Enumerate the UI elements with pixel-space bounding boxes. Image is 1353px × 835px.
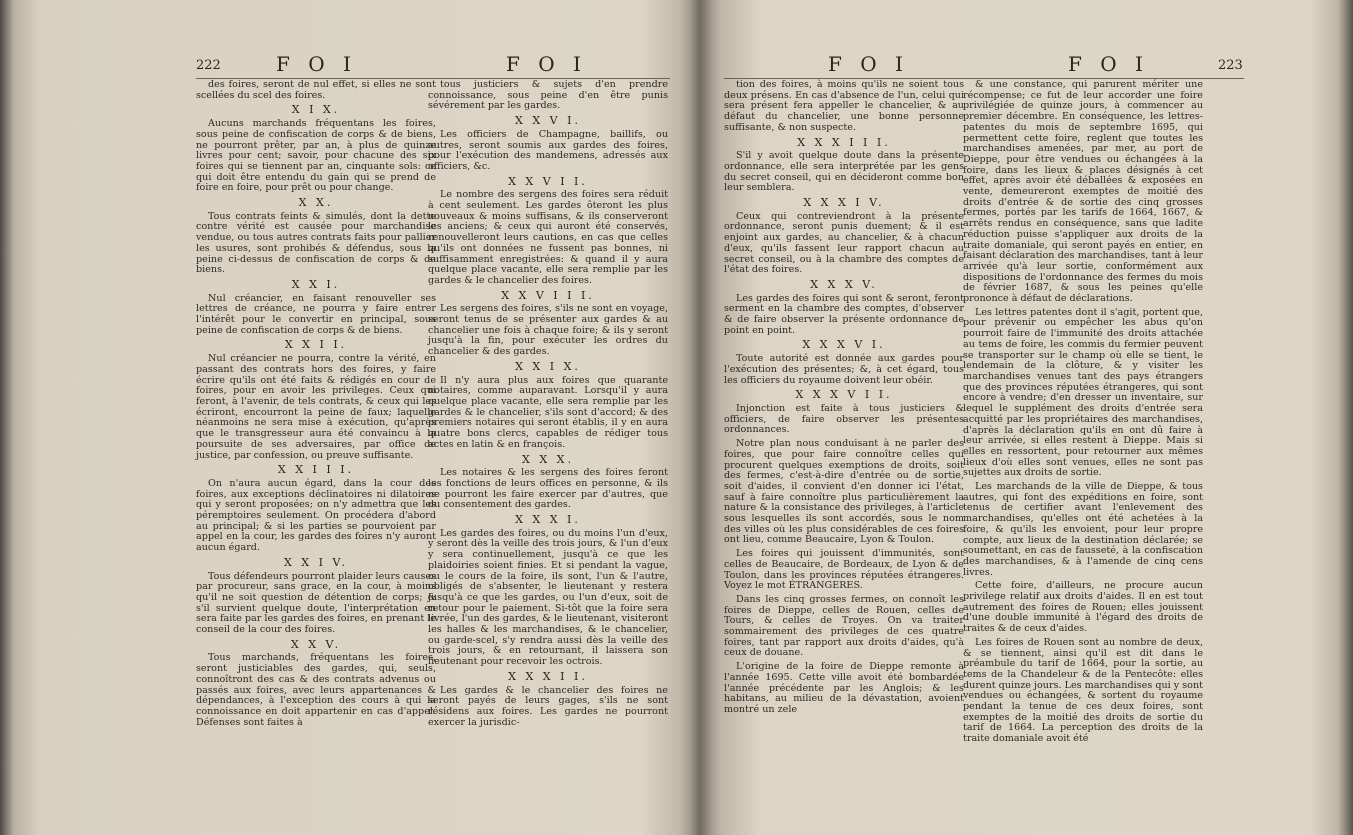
paragraph: Tous contrats feints & simulés, dont la dette contre vérité est causée pour marchandise vendue, ou tous autres contrats faits pour pallier les usures, sont prohibés & défendus, sous la peine ci-dessus de confiscation de corps & de biens. [196, 210, 436, 276]
paragraph: tion des foires, à moins qu'ils ne soient tous deux présens. En cas d'absence de l'un, celui qui sera présent fera appeller le chancelier, & au défaut du chancelier, une bonne personne suffisante, & non suspecte. [724, 79, 964, 133]
text-column [724, 80, 964, 719]
paragraph: Tous marchands, fréquentans les foires, seront justiciables des gardes, qui, seuls, connoîtront des cas & des contrats advenus ou passés aux foires, avec leurs appartenances & dépendances, à l'exception des cours à qui la connoissance en doit appartenir en cas d'appel. Défenses sont faites à [196, 652, 436, 728]
text-column [428, 80, 668, 731]
paragraph: Aucuns marchands fréquentans les foires, sous peine de confiscation de corps & de biens, ne pourront prêter, par an, à plus de quinze livres pour cent; savoir, pour chacune des six foires qui se tiennent par an, cinquante sols: ce qui doit être entendu du gain qui se prend de foire en foire, pour prêt ou pour change. [196, 118, 436, 194]
paragraph: Les officiers de Champagne, baillifs, ou autres, seront soumis aux gardes des foires, pour l'exécution des mandemens, adressés aux officiers, &c. [428, 128, 668, 172]
section-heading: X X X I I. [508, 669, 588, 683]
paragraph: Les gardes des foires qui sont & seront, feront serment en la chambre des comptes, d'observer & de faire observer la présente ordonnance de point en point. [724, 292, 964, 336]
section-heading: X X I V. [283, 555, 348, 569]
section-heading: X X I. [291, 277, 341, 291]
text-column [963, 80, 1203, 748]
paragraph: & une constance, qui parurent mériter une récompense; ce fut de leur accorder une foire privilégiée de quinze jours, à commencer au premier décembre. En conséquence, les lettres-patentes du mois de septembre 1695, qui permettent cette foire, reglent que toutes les marchandises amenées, par mer, au port de Dieppe, pour être vendues ou échangées à la foire, dans les lieux & places désignés à cet effet, après avoir été déballées & exposées en vente, demeureront exemptes de moitié des droits d'entrée & de sortie des cinq grosses fermes, portés par les tarifs de 1664, 1667, & arrêts rendus en conséquence, sans que ladite réduction puisse s'appliquer aux droits de la traite domaniale, qui seront payés en entier, en faisant déclaration des marchandises, tant à leur arrivée qu'à leur sortie, conformément aux dispositions de l'ordonnance des fermes du mois de février 1687, & sous les peines qu'elle prononce à défaut de déclarations. [963, 79, 1203, 305]
section-heading: X X V I. [515, 114, 581, 128]
paragraph: Les foires de Rouen sont au nombre de deux, & se tiennent, ainsi qu'il est dit dans le préambule du tarif de 1664, pour la sortie, au tems de la Chandeleur & de la Pentecôte: elles durent quinze jours. Les marchandises qui y sont vendues ou échangées, & sortent du royaume pendant la tenue de ces deux foires, sont exemptes de la moitié des droits de sortie du tarif de 1664. La perception des droits de la traite domaniale avoit été [963, 636, 1203, 745]
gutter-shadow [680, 0, 720, 835]
paragraph: L'origine de la foire de Dieppe remonte à l'année 1695. Cette ville avoit été bombardée l'année précédente par les Anglois; & les habitans, au milieu de la dévastation, avoient montré un zele [724, 661, 964, 715]
paragraph: Ceux qui contreviendront à la présente ordonnance, seront punis duement; & il est enjoint aux gardes, au chancelier, & à chacun d'eux, qu'ils fassent leur rapport chacun au secret conseil, ou à la chambre des comptes de l'état des foires. [724, 210, 964, 276]
section-heading: X X X I I I. [797, 135, 891, 149]
paragraph: Le nombre des sergens des foires sera réduit à cent seulement. Les gardes ôteront les plus nouveaux & moins suffisans, & ils conserveront les anciens; & ceux qui auront été conservés, renouvelleront leurs cautions, en cas que celles qu'ils ont données ne fussent pas bonnes, ni suffisamment enregistrées: & quand il y aura quelque place vacante, elle sera remplie par les gardes & le chancelier des foires. [428, 189, 668, 286]
page-number: 222 [196, 58, 221, 73]
section-heading: X X V I I I. [501, 288, 595, 302]
section-heading: X X. [298, 196, 334, 210]
paragraph: Toute autorité est donnée aux gardes pour l'exécution des présentes; &, à cet égard, tous les officiers du royaume doivent leur obéir. [724, 353, 964, 386]
paragraph: Nul créancier ne pourra, contre la vérité, en passant des contrats hors des foires, y faire écrire qu'ils ont été faits & rédigés en cour de foires, pour en avoir les privileges. Ceux qui feront, à l'avenir, de tels contrats, & ceux qui les écriront, encourront la peine de faux; laquelle néanmoins ne sera mise à exécution, qu'après que le transgresseur aura été convaincu à la poursuite de ses adversaires, par office de justice, par confession, ou preuve suffisante. [196, 353, 436, 461]
section-heading: X X X. [522, 452, 574, 466]
paragraph: Il n'y aura plus aux foires que quarante notaires, comme auparavant. Lorsqu'il y aura quelque place vacante, elle sera remplie par les gardes & le chancelier, s'ils sont d'accord; & des premiers notaires qui seront établis, il y en aura quatre bons clercs, capables de rédiger tous actes en latin & en françois. [428, 374, 668, 450]
paragraph: des foires, seront de nul effet, si elles ne sont scellées du scel des foires. [196, 79, 436, 101]
running-head-2: F O I [1068, 52, 1149, 76]
paragraph: Les foires qui jouissent d'immunités, sont celles de Beaucaire, de Bordeaux, de Lyon & de Toulon, dans les provinces réputées étrangeres. Voyez le mot ÉTRANGERES. [724, 548, 964, 592]
paragraph: Dans les cinq grosses fermes, on connoît les foires de Dieppe, celles de Rouen, celles de Tours, & celles de Troyes. On va traiter sommairement des privileges de ces quatre foires, tant par rapport aux droits d'aides, qu'à ceux de douane. [724, 593, 964, 659]
paragraph: Les marchands de la ville de Dieppe, & tous autres, qui font des expéditions en foire, sont tenus de certifier avant l'enlevement des marchandises, qu'elles ont été achetées à la foire, & qu'ils les envoient, pour leur propre compte, aux lieux de la destination déclarée; se soumettant, en cas de fausseté, à la confiscation des marchandises, & à l'amende de cinq cens livres. [963, 481, 1203, 578]
section-heading: X X I I I. [277, 463, 355, 477]
section-heading: X X I X. [515, 359, 581, 373]
paragraph: Tous défendeurs pourront plaider leurs causes par procureur, sans grace, en la cour, à moins qu'il ne soit question de détention de corps; & s'il survient quelque doute, l'interprétation en sera faite par les gardes des foires, en prenant le conseil de la cour des foires. [196, 570, 436, 636]
paragraph: Les gardes des foires, ou du moins l'un d'eux, y seront dès la veille des trois jours, & l'un d'eux y sera continuellement, jusqu'à ce que les plaidoiries soient finies. Et si pendant la vague, ou le cours de la foire, ils sont, l'un & l'autre, obligés de s'absenter, le lieutenant y restera jusqu'à ce que les gardes, ou l'un d'eux, soit de retour pour le paiement. Si-tôt que la foire sera livrée, l'un des gardes, & le lieutenant, visiteront les halles & les marchandises, & le chancelier, ou garde-scel, s'y rendra aussi dès la veille des trois jours, & en retournant, il laissera son lieutenant pour recevoir les octrois. [428, 527, 668, 668]
section-heading: X X V I I. [508, 174, 588, 188]
right-page [700, 0, 1353, 835]
paragraph: Les sergens des foires, s'ils ne sont en voyage, seront tenus de se présenter aux gardes & au chancelier une fois à chaque foire; & ils y seront jusqu'à la fin, pour exécuter les ordres du chancelier & des gardes. [428, 303, 668, 358]
section-heading: X X I I. [284, 338, 348, 352]
section-heading: X I X. [291, 103, 341, 117]
paragraph: Les notaires & les sergens des foires feront les fonctions de leurs offices en personne, & ils ne pourront les faire exercer par d'autres, que du consentement des gardes. [428, 467, 668, 511]
running-head: F O I [276, 52, 357, 76]
section-heading: X X V. [290, 637, 342, 651]
page-number: 223 [1218, 58, 1243, 73]
paragraph: tous justiciers & sujets d'en prendre connoissance, sous peine d'en être punis sévérement par les gardes. [428, 79, 668, 112]
paragraph: Les lettres patentes dont il s'agit, portent que, pour prévenir ou empêcher les abus qu'on pourroit faire de l'immunité des droits attachée au tems de foire, les commis du fermier peuvent se transporter sur le champ où elle se tient, le lendemain de la clôture, & y visiter les marchandises venues tant des pays étrangers que des provinces réputées étrangeres, qui sont encore à vendre; d'en dresser un inventaire, sur lequel le supplément des droits d'entrée sera acquitté par les propriétaires des marchandises, d'après la déclaration qu'ils en ont dû faire à leur arrivée, si elles restent à Dieppe. Mais si elles en ressortent, pour retourner aux mêmes lieux d'où elles sont venues, elles ne sont pas sujettes aux droits de sortie. [963, 306, 1203, 479]
section-heading: X X X V I. [802, 338, 886, 352]
section-heading: X X X I. [515, 513, 581, 527]
paragraph: Cette foire, d'ailleurs, ne procure aucun privilege relatif aux droits d'aides. Il en est tout autrement des foires de Rouen; elles jouissent d'une double immunité à l'égard des droits de traites & de ceux d'aides. [963, 580, 1203, 635]
running-head: F O I [828, 52, 909, 76]
section-heading: X X X V I I. [795, 388, 893, 402]
paragraph: S'il y avoit quelque doute dans la présente ordonnance, elle sera interprétée par les gens du secret conseil, qui en décideront comme bon leur semblera. [724, 150, 964, 194]
paragraph: On n'aura aucun égard, dans la cour des foires, aux exceptions déclinatoires ni dilatoires qui y seront proposées; on n'y admettra que les péremptoires seulement. On procédera d'abord au principal; & si les parties se pourvoient par appel en la cour, les gardes des foires n'y auront aucun égard. [196, 477, 436, 554]
paragraph: Injonction est faite à tous justiciers & officiers, de faire observer les présentes ordonnances. [724, 402, 964, 436]
paragraph: Nul créancier, en faisant renouveller ses lettres de créance, ne pourra y faire entrer l'intérêt pour le convertir en principal, sous peine de confiscation de corps & de biens. [196, 292, 436, 336]
running-head-2: F O I [506, 52, 587, 76]
paragraph: Notre plan nous conduisant à ne parler des foires, que pour faire connoître celles qui procurent quelques exemptions de droits, soit des fermes, c'est-à-dire d'entrée ou de sortie, soit d'aides, il convient d'en donner ici l'état, sauf à faire connoître plus particulièrement la nature & la consistance des privileges, à l'article sous lesquelles ils sont accordés, sous le nom des villes où les plus considérables de ces foires ont lieu, comme Beaucaire, Lyon & Toulon. [724, 438, 964, 546]
section-heading: X X X I V. [803, 196, 885, 210]
text-column [196, 80, 436, 731]
paragraph: Les gardes & le chancelier des foires ne seront payés de leurs gages, s'ils ne sont résidens aux foires. Les gardes ne pourront exercer la jurisdic- [428, 684, 668, 728]
section-heading: X X X V. [810, 277, 878, 291]
